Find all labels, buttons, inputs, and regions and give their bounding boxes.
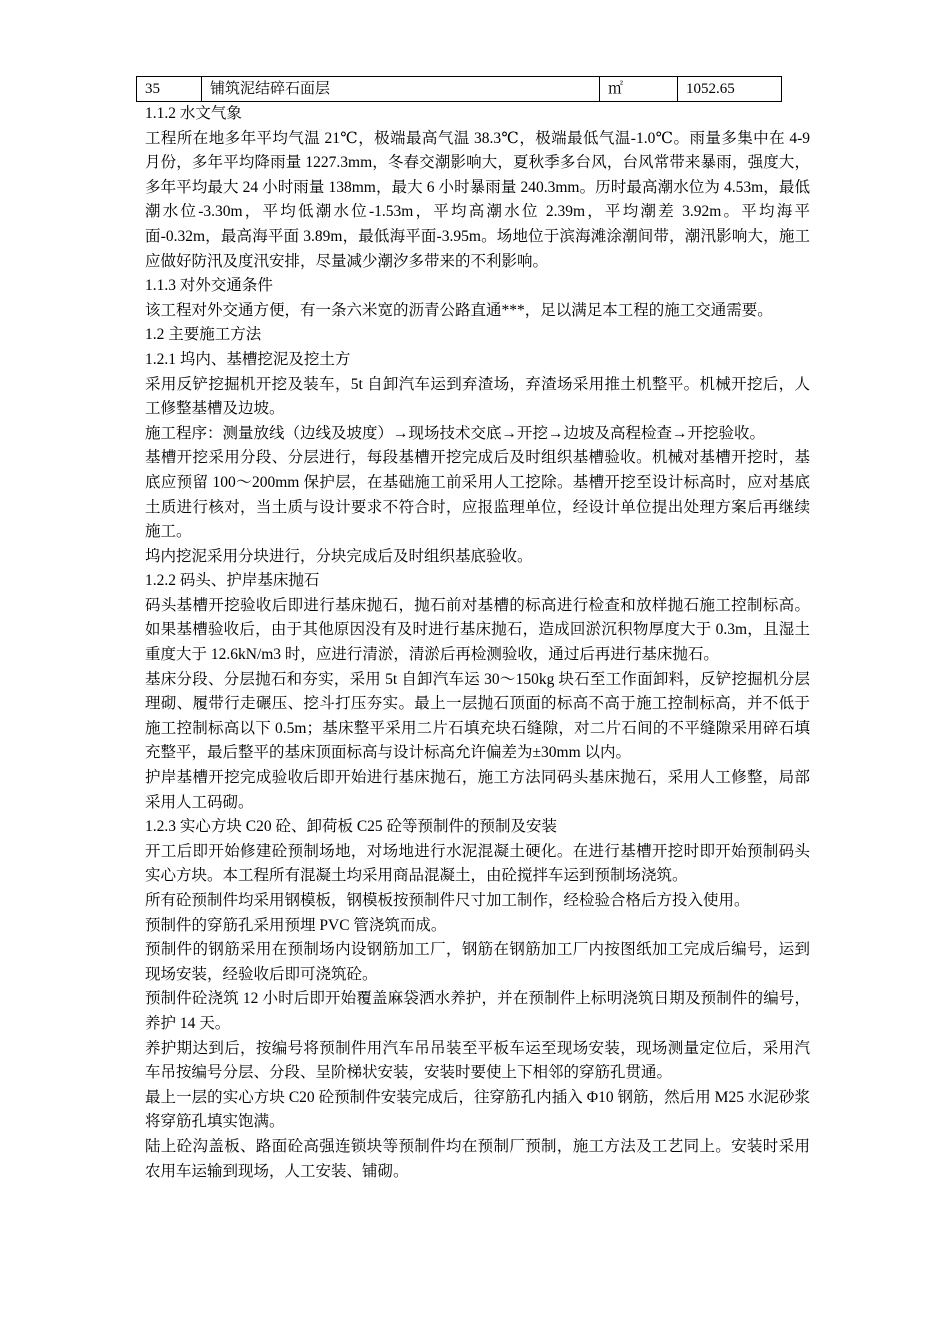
paragraph: 所有砼预制件均采用钢模板，钢模板按预制件尺寸加工制作，经检验合格后方投入使用。: [145, 892, 750, 909]
paragraph: 工程所在地多年平均气温 21℃，极端最高气温 38.3℃，极端最低气温-1.0℃。雨量多集中在 4-9 月份，多年平均降雨量 1227.3mm，冬春交潮影响大，夏秋季多台风，台风常带来暴雨，强度大，多年平均最大 24 小时雨量 138mm，最大 6 小时暴雨量 240.3mm。历时最高潮水位为 4.53m，最低潮水位-3.30m，平均低潮水位-1.53m，平均高潮水位 2.39m，平均潮差 3.92m。平均海平面-0.32m，最高海平面 3.89m，最低海平面-3.95m。场地位于滨海滩涂潮间带，潮汛影响大，施工应做好防汛及度汛安排，尽量减少潮汐多带来的不利影响。: [145, 129, 810, 270]
paragraph: 基床分段、分层抛石和夯实，采用 5t 自卸汽车运 30～150kg 块石至工作面卸料，反铲挖掘机分层理砌、履带行走碾压、挖斗打压夯实。最上一层抛石顶面的标高不高于施工控制标高，并不低于施工控制标高以下 0.5m；基床整平采用二片石填充块石缝隙，对二片石间的不平缝隙采用碎石填充整平，最后整平的基床顶面标高与设计标高允许偏差为±30mm 以内。: [145, 670, 810, 762]
paragraph: 最上一层的实心方块 C20 砼预制件安装完成后，往穿筋孔内插入 Φ10 钢筋，然后用 M25 水泥砂浆将穿筋孔填实饱满。: [145, 1088, 810, 1131]
table-cell-no: 35: [137, 77, 202, 102]
quantity-table: [136, 76, 782, 102]
paragraph: 开工后即开始修建砼预制场地，对场地进行水泥混凝土硬化。在进行基槽开挖时即开始预制码头实心方块。本工程所有混凝土均采用商品混凝土，由砼搅拌车运到预制场浇筑。: [145, 842, 810, 885]
section-heading: 1.1.2 水文气象: [145, 105, 242, 122]
paragraph: 采用反铲挖掘机开挖及装车，5t 自卸汽车运到弃渣场，弃渣场采用推土机整平。机械开挖后，人工修整基槽及边坡。: [145, 375, 810, 418]
table-cell-item: 铺筑泥结碎石面层: [202, 77, 600, 102]
paragraph: 护岸基槽开挖完成验收后即开始进行基床抛石，施工方法同码头基床抛石，采用人工修整，局部采用人工码砌。: [145, 769, 810, 811]
paragraph: 基槽开挖采用分段、分层进行，每段基槽开挖完成后及时组织基槽验收。机械对基槽开挖时，基底应预留 100～200mm 保护层，在基础施工前采用人工挖除。基槽开挖至设计标高时，应对基底土质进行核对，当土质与设计要求不符合时，应报监理单位，经设计单位提出处理方案后再继续施工。: [145, 449, 810, 541]
section-heading: 1.2 主要施工方法: [145, 326, 262, 344]
section-heading: 1.2.2 码头、护岸基床抛石: [145, 572, 320, 590]
table-cell-unit: ㎡: [600, 77, 678, 102]
document-body: [145, 102, 810, 1184]
paragraph: 陆上砼沟盖板、路面砼高强连锁块等预制件均在预制厂预制，施工方法及工艺同上。安装时采用农用车运输到现场，人工安装、铺砌。: [145, 1137, 810, 1180]
paragraph: 该工程对外交通方便，有一条六米宽的沥青公路直通***，足以满足本工程的施工交通需要。: [145, 301, 773, 319]
paragraph: 码头基槽开挖验收后即进行基床抛石，抛石前对基槽的标高进行检查和放样抛石施工控制标高。如果基槽验收后，由于其他原因没有及时进行基床抛石，造成回淤沉积物厚度大于 0.3m，且湿土重度大于 12.6kN/m3 时，应进行清淤，清淤后再检测验收，通过后再进行基床抛石。: [145, 596, 810, 664]
table-cell-qty: 1052.65: [678, 77, 782, 102]
paragraph: 养护期达到后，按编号将预制件用汽车吊吊装至平板车运至现场安装，现场测量定位后，采用汽车吊按编号分层、分段、呈阶梯状安装，安装时要使上下相邻的穿筋孔贯通。: [145, 1039, 810, 1082]
table-row: [137, 77, 782, 102]
paragraph: 预制件砼浇筑 12 小时后即开始覆盖麻袋洒水养护，并在预制件上标明浇筑日期及预制件的编号，养护 14 天。: [145, 990, 810, 1032]
paragraph: 预制件的穿筋孔采用预埋 PVC 管浇筑而成。: [145, 916, 447, 934]
paragraph: 预制件的钢筋采用在预制场内设钢筋加工厂，钢筋在钢筋加工厂内按图纸加工完成后编号，运到现场安装，经验收后即可浇筑砼。: [145, 941, 810, 983]
section-heading: 1.1.3 对外交通条件: [145, 277, 273, 295]
paragraph: 施工程序：测量放线（边线及坡度）→现场技术交底→开挖→边坡及高程检查→开挖验收。: [145, 424, 766, 442]
section-heading: 1.2.1 坞内、基槽挖泥及挖土方: [145, 350, 351, 368]
section-heading: 1.2.3 实心方块 C20 砼、卸荷板 C25 砼等预制件的预制及安装: [145, 818, 558, 836]
paragraph: 坞内挖泥采用分块进行，分块完成后及时组织基底验收。: [145, 547, 533, 565]
